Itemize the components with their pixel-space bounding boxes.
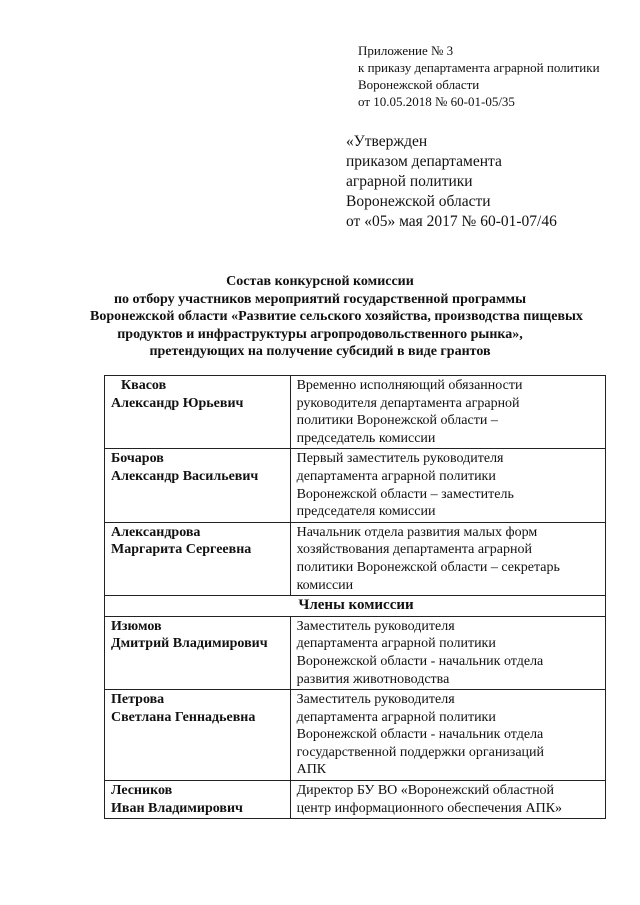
member-name-cell — [105, 449, 291, 522]
approval-stamp — [346, 132, 626, 232]
member-given-name: Маргарита Сергеевна — [111, 542, 252, 558]
title-line: претендующих на получение субсидий в виде грантов — [149, 344, 491, 360]
role-line: развития животноводства — [296, 671, 450, 687]
appendix-line: Приложение № 3 — [358, 43, 454, 58]
appendix-note — [358, 42, 628, 110]
approval-line: Воронежской области — [346, 193, 491, 210]
table-row — [105, 449, 606, 522]
role-line: государственной поддержки организаций — [296, 744, 545, 760]
role-line: департамента аграрной политики — [296, 636, 496, 652]
member-surname: Квасов — [121, 378, 167, 393]
member-name-cell — [105, 376, 291, 449]
role-line: председателя комиссии — [296, 504, 436, 520]
role-line: Директор БУ ВО «Воронежский областной — [296, 783, 555, 799]
member-name-cell — [105, 522, 291, 595]
member-name-cell — [105, 690, 291, 781]
member-role-cell — [290, 449, 605, 522]
appendix-line: Воронежской области — [358, 77, 480, 92]
role-line: политики Воронежской области – секретарь — [296, 559, 560, 575]
table-row — [105, 616, 606, 689]
member-given-name: Светлана Геннадьевна — [111, 709, 256, 725]
role-line: комиссии — [296, 577, 354, 593]
member-given-name: Александр Юрьевич — [111, 395, 244, 411]
member-name-cell — [105, 781, 291, 819]
role-line: Первый заместитель руководителя — [296, 451, 504, 467]
member-role-cell — [290, 781, 605, 819]
member-surname: Александрова — [111, 524, 201, 540]
member-given-name: Дмитрий Владимирович — [111, 636, 268, 652]
role-line: Воронежской области – заместитель — [296, 486, 514, 502]
role-line: председатель комиссии — [296, 430, 436, 446]
role-line: департамента аграрной политики — [296, 709, 496, 725]
member-surname: Изюмов — [111, 618, 162, 634]
document-title — [90, 273, 583, 361]
title-line: Состав конкурсной комиссии — [226, 274, 414, 289]
title-line: Воронежской области «Развитие сельского хозяйства, производства пищевых — [90, 309, 583, 325]
role-line: центр информационного обеспечения АПК» — [296, 800, 563, 816]
approval-line: аграрной политики — [346, 173, 473, 190]
role-line: АПК — [296, 762, 327, 778]
appendix-line: к приказу департамента аграрной политики — [358, 60, 600, 75]
commission-table — [104, 375, 606, 819]
member-given-name: Иван Владимирович — [111, 800, 243, 816]
title-line: по отбору участников мероприятий государственной программы — [113, 291, 526, 307]
table-row — [105, 781, 606, 819]
role-line: Воронежской области - начальник отдела — [296, 653, 544, 669]
table-row — [105, 690, 606, 781]
role-line: Заместитель руководителя — [296, 692, 455, 708]
members-section-title: Члены комиссии — [105, 596, 606, 617]
member-surname: Бочаров — [111, 451, 164, 467]
member-role-cell — [290, 376, 605, 449]
member-given-name: Александр Васильевич — [111, 468, 259, 484]
role-line: Воронежской области - начальник отдела — [296, 727, 544, 743]
table-row — [105, 522, 606, 595]
role-line: хозяйствования департамента аграрной — [296, 542, 533, 558]
title-line: продуктов и инфраструктуры агропродовольственного рынка», — [117, 326, 523, 342]
approval-line: от «05» мая 2017 № 60-01-07/46 — [346, 213, 557, 230]
member-role-cell — [290, 522, 605, 595]
role-line: политики Воронежской области – — [296, 413, 498, 429]
approval-line: приказом департамента — [346, 153, 502, 170]
role-line: руководителя департамента аграрной — [296, 395, 520, 411]
role-line: Временно исполняющий обязанности — [296, 378, 523, 393]
member-role-cell — [290, 616, 605, 689]
approval-line: «Утвержден — [346, 133, 428, 150]
appendix-line: от 10.05.2018 № 60-01-05/35 — [358, 94, 515, 109]
member-role-cell — [290, 690, 605, 781]
member-name-cell — [105, 616, 291, 689]
role-line: Заместитель руководителя — [296, 618, 455, 634]
role-line: Начальник отдела развития малых форм — [296, 524, 538, 540]
member-surname: Лесников — [111, 783, 173, 799]
table-row — [105, 376, 606, 449]
role-line: департамента аграрной политики — [296, 468, 496, 484]
table-row — [105, 596, 606, 617]
member-surname: Петрова — [111, 692, 165, 708]
